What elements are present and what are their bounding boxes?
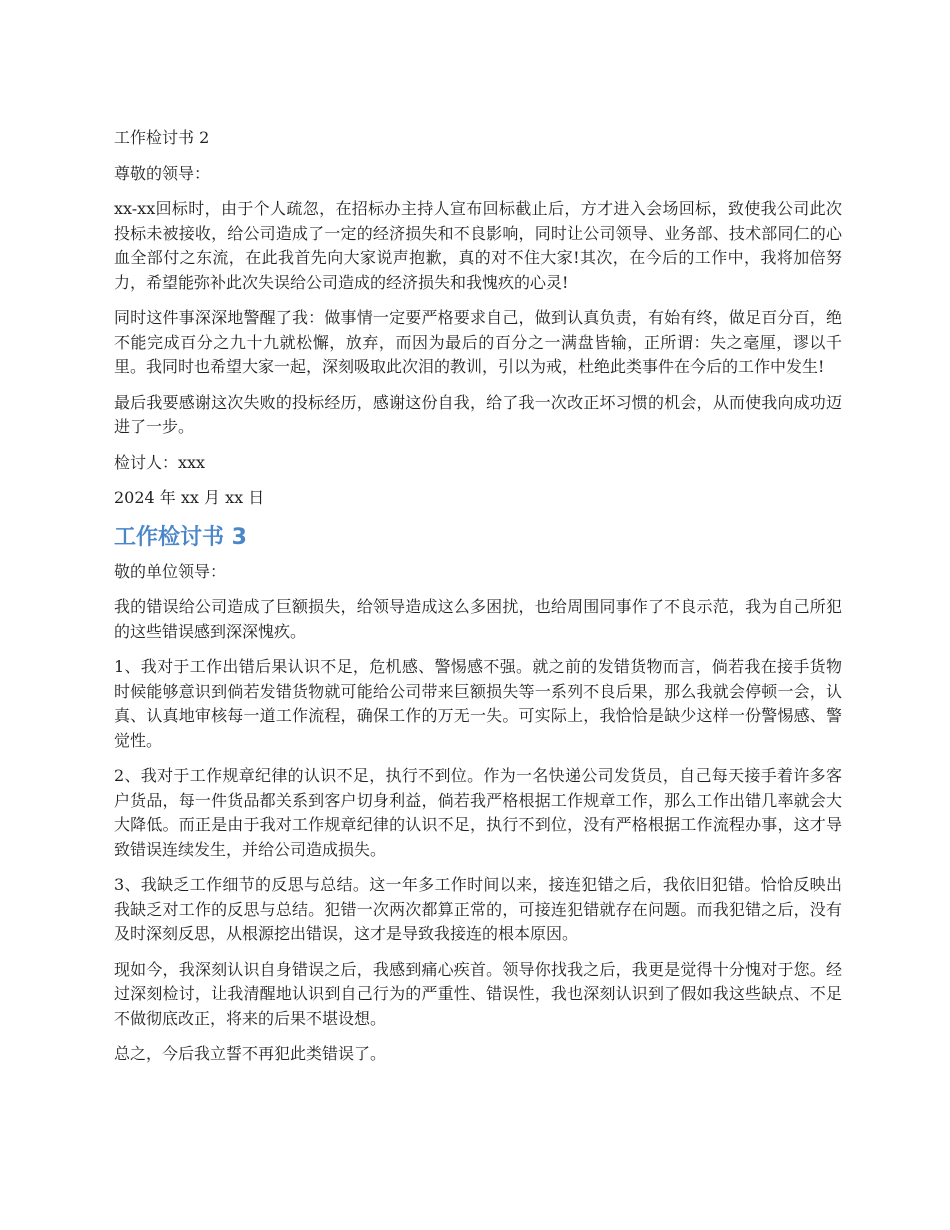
section3-paragraph: 现如今，我深刻认识自身错误之后，我感到痛心疾首。领导你找我之后，我更是觉得十分愧对于您。经过深刻检讨，让我清醒地认识到自己行为的严重性、错误性，我也深刻认识到了假如我这些缺点、不足不做彻底改正，将来的后果不堪设想。 [114,959,842,1028]
section2-paragraph: 同时这件事深深地警醒了我：做事情一定要严格要求自己，做到认真负责，有始有终，做足百分百，绝不能完成百分之九十九就松懈，放弃，而因为最后的百分之一满盘皆输，正所谓：失之毫厘，谬以千里。我同时也希望大家一起，深刻吸取此次泪的教训，引以为戒，杜绝此类事件在今后的工作中发生! [114,308,842,376]
section3-salutation: 敬的单位领导： [114,561,227,581]
section2-paragraph: xx-xx回标时，由于个人疏忽，在招标办主持人宣布回标截止后，方才进入会场回标，致使我公司此次投标未被接收，给公司造成了一定的经济损失和不良影响，同时让公司领导、业务部、技术部同仁的心血全部付之东流，在此我首先向大家说声抱歉，真的对不住大家!其次，在今后的工作中，我将加倍努力，希望能弥补此次失误给公司造成的经济损失和我愧疚的心灵! [114,199,842,292]
document-page [114,126,842,1078]
section3-paragraph: 1、我对于工作出错后果认识不足，危机感、警惕感不强。就之前的发错货物而言，倘若我在接手货物时候能够意识到倘若发错货物就可能给公司带来巨额损失等一系列不良后果，那么我就会停顿一会，认真、认真地审核每一道工作流程，确保工作的万无一失。可实际上，我恰恰是缺少这样一份警惕感、警觉性。 [114,657,842,750]
section3-paragraph: 总之，今后我立誓不再犯此类错误了。 [114,1044,387,1063]
section2-title: 工作检讨书 2 [114,128,210,147]
section2-salutation: 尊敬的领导： [114,163,211,183]
section3-paragraph: 2、我对于工作规章纪律的认识不足，执行不到位。作为一名快递公司发货员，自己每天接手着许多客户货品，每一件货品都关系到客户切身利益，倘若我严格根据工作规章工作，那么工作出错几率就会大大降低。而正是由于我对工作规章纪律的认识不足，执行不到位，没有严格根据工作流程办事，这才导致错误连续发生，并给公司造成损失。 [114,766,842,859]
section2-paragraph: 最后我要感谢这次失败的投标经历，感谢这份自我，给了我一次改正坏习惯的机会，从而使我向成功迈进了一步。 [114,392,842,436]
section3-heading: 工作检讨书 3 [114,524,247,550]
section3-paragraph: 3、我缺乏工作细节的反思与总结。这一年多工作时间以来，接连犯错之后，我依旧犯错。恰恰反映出我缺乏对工作的反思与总结。犯错一次两次都算正常的，可接连犯错就存在问题。而我犯错之后，没有及时深刻反思，从根源挖出错误，这才是导致我接连的根本原因。 [114,875,842,943]
section3-paragraph: 我的错误给公司造成了巨额损失，给领导造成这么多困扰，也给周围同事作了不良示范，我为自己所犯的这些错误感到深深愧疚。 [114,597,842,641]
section2-date: 2024 年 xx 月 xx 日 [114,488,265,507]
section2-signer: 检讨人：xxx [114,452,206,472]
